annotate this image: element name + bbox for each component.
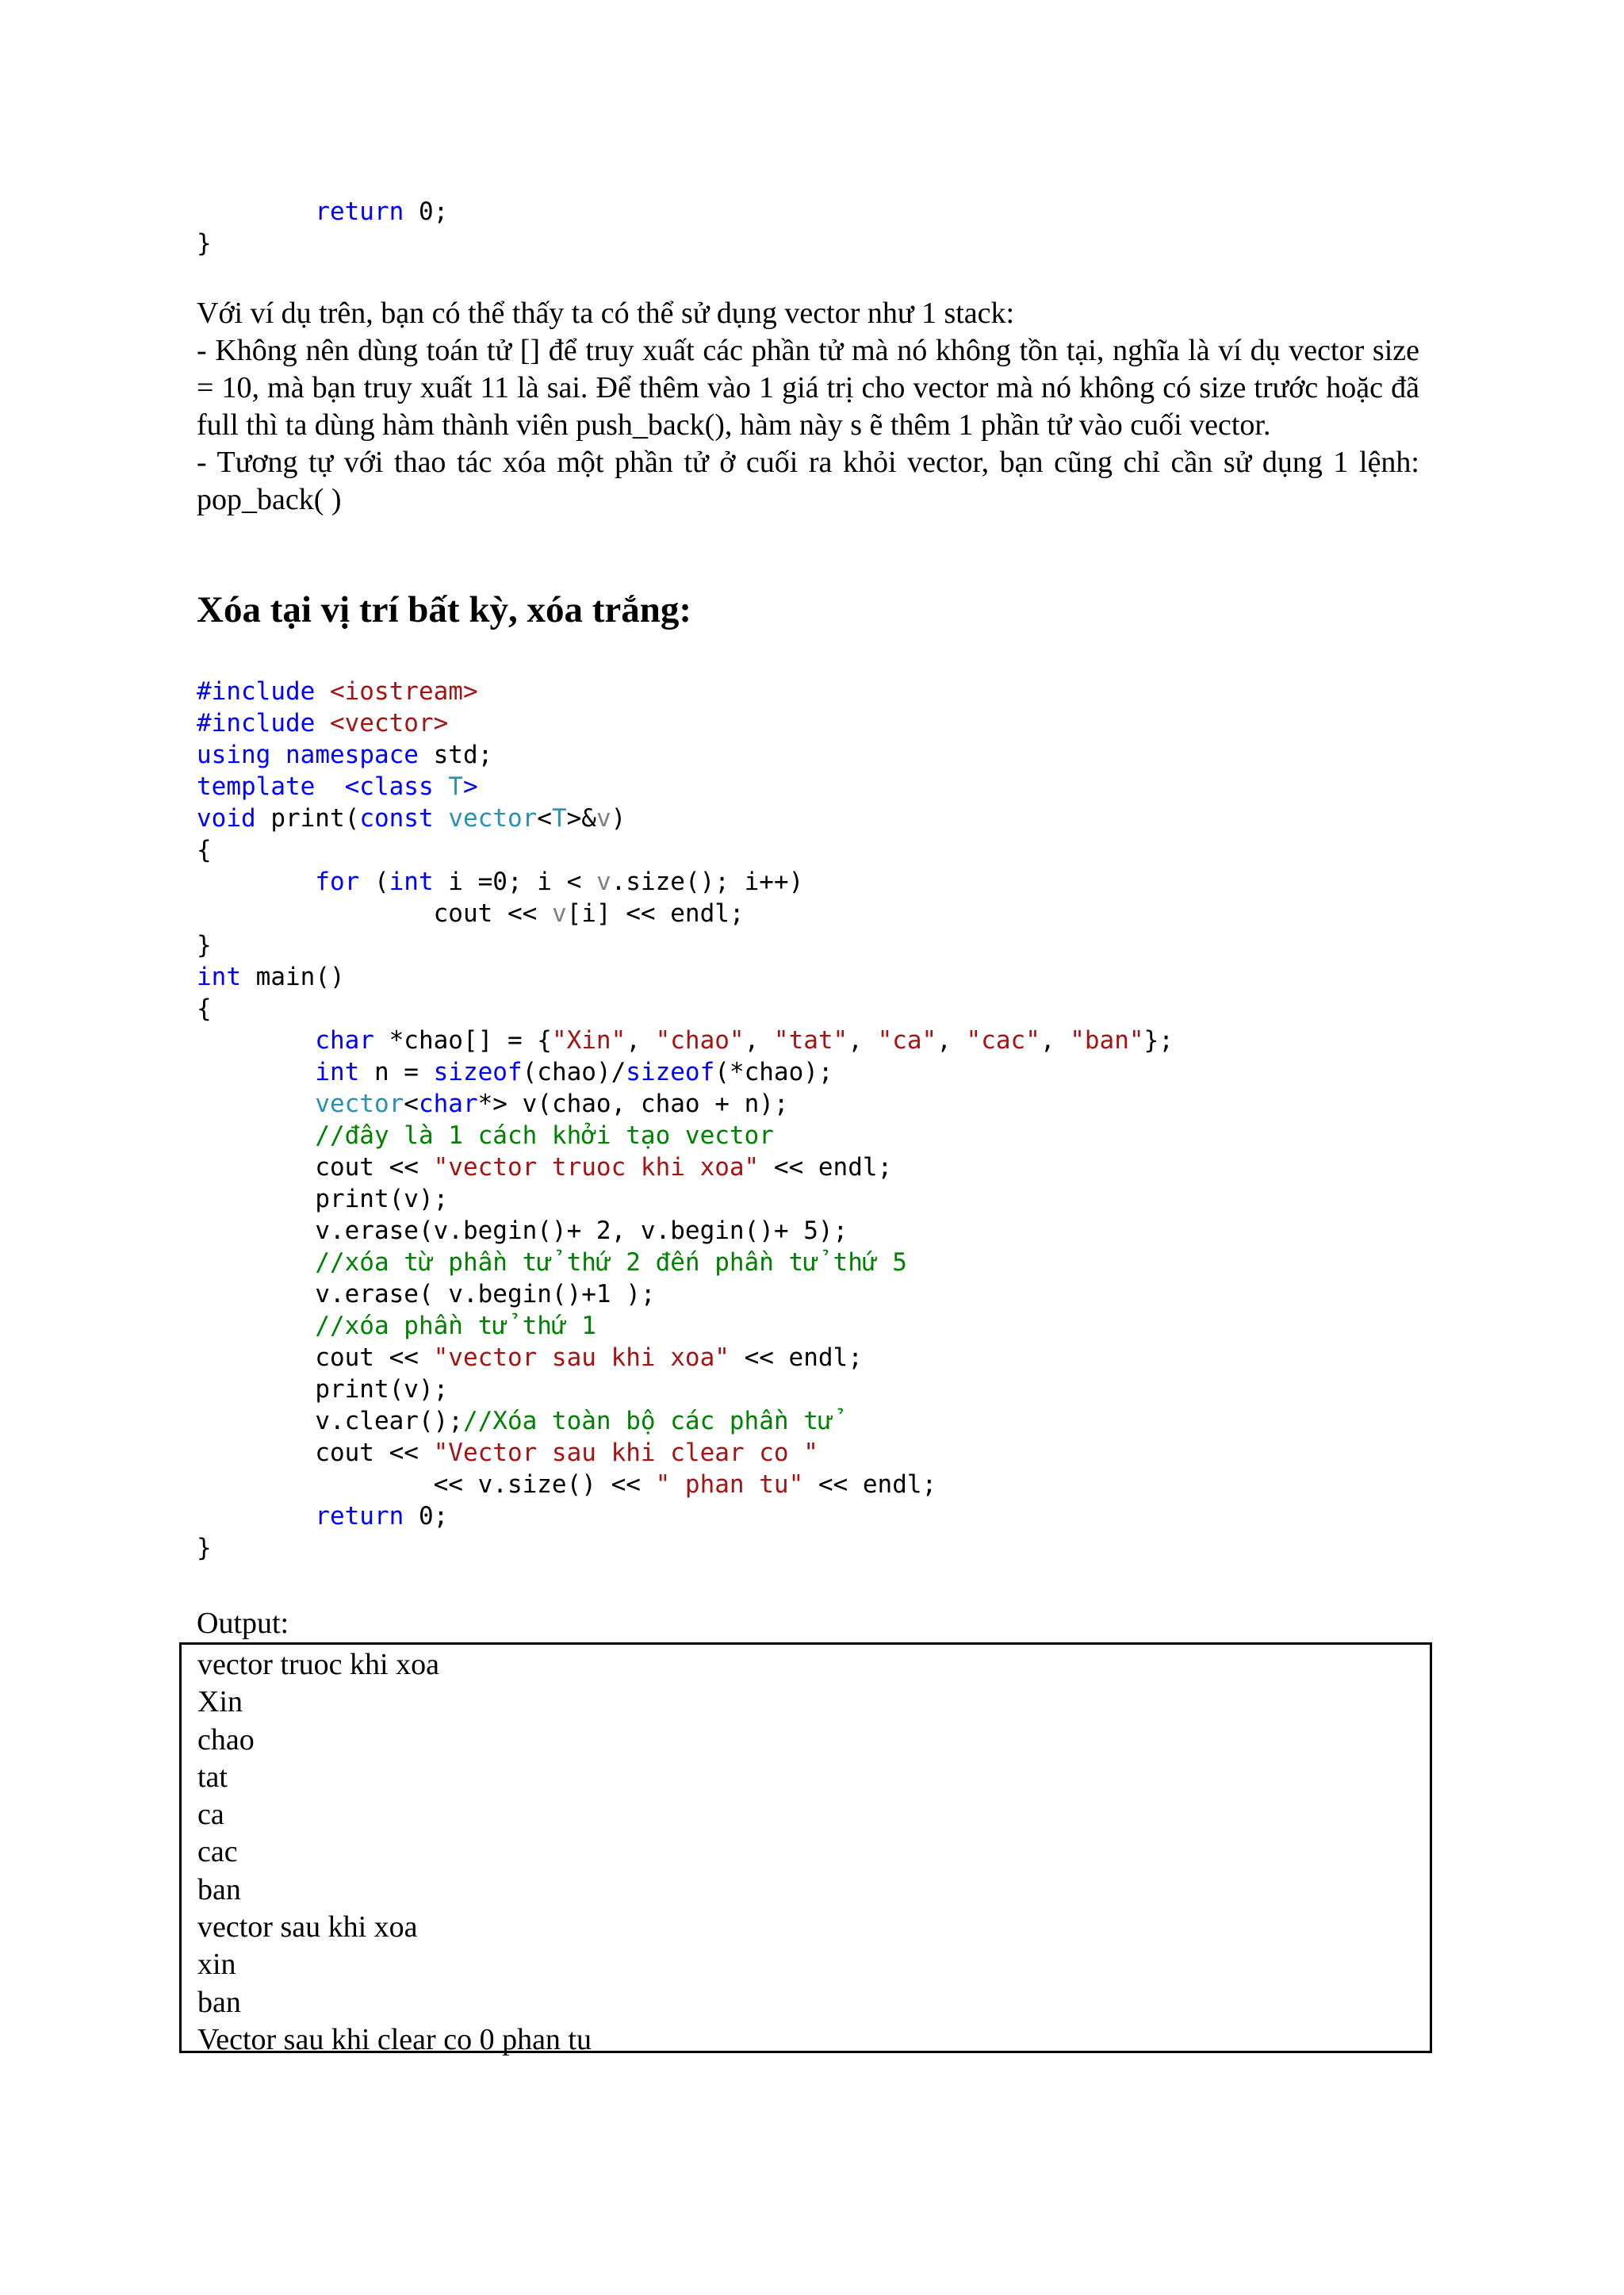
code-text: 0; bbox=[404, 197, 449, 226]
code-text: n = bbox=[359, 1058, 434, 1086]
code-keyword: return bbox=[315, 197, 404, 226]
code-block bbox=[197, 676, 1174, 1564]
output-line: vector sau khi xoa bbox=[197, 1910, 418, 1944]
paragraph: Với ví dụ trên, bạn có thể thấy ta có thể sử dụng vector như 1 stack: bbox=[197, 297, 1015, 330]
code-comment: //xóa phần tử thứ 1 bbox=[315, 1312, 596, 1340]
code-type: T bbox=[551, 804, 567, 833]
code-text: cout << bbox=[315, 1343, 434, 1372]
code-text: { bbox=[197, 994, 212, 1023]
code-text: main() bbox=[241, 963, 345, 991]
code-text: < bbox=[404, 1090, 419, 1118]
code-text: cout << bbox=[315, 1153, 434, 1182]
output-line: ban bbox=[197, 1872, 241, 1906]
code-text: }; bbox=[1143, 1026, 1174, 1055]
output-label: Output: bbox=[197, 1607, 289, 1640]
output-line: cac bbox=[197, 1835, 238, 1869]
code-text: print(v); bbox=[315, 1375, 449, 1404]
output-line: tat bbox=[197, 1760, 228, 1794]
code-text: cout << bbox=[315, 1439, 434, 1467]
section-heading: Xóa tại vị trí bất kỳ, xóa trắng: bbox=[197, 589, 692, 630]
code-text: << endl; bbox=[729, 1343, 863, 1372]
code-text: } bbox=[197, 1534, 212, 1562]
code-keyword: #include bbox=[197, 709, 316, 738]
code-keyword: void bbox=[197, 804, 256, 833]
code-string: "ca" bbox=[877, 1026, 937, 1055]
code-keyword: int bbox=[315, 1058, 360, 1086]
code-keyword: char bbox=[315, 1026, 374, 1055]
code-text: cout << bbox=[433, 899, 552, 928]
code-text: >& bbox=[566, 804, 596, 833]
code-string: "chao" bbox=[655, 1026, 745, 1055]
code-text: << v.size() << bbox=[433, 1470, 656, 1499]
code-param: v bbox=[551, 899, 567, 928]
paragraph: - Tương tự với thao tác xóa một phần tử ở cuối ra khỏi vector, bạn cũng chỉ cần sử dụng 1 lệnh: pop_back( ) bbox=[197, 446, 1419, 516]
code-keyword: namespace bbox=[285, 741, 419, 769]
code-keyword: <class bbox=[344, 772, 449, 801]
output-line: Xin bbox=[197, 1685, 243, 1719]
code-text: [i] << endl; bbox=[566, 899, 745, 928]
code-keyword: using bbox=[197, 741, 271, 769]
code-keyword: char bbox=[418, 1090, 478, 1118]
code-text: 0; bbox=[404, 1502, 449, 1531]
code-string: "cac" bbox=[966, 1026, 1040, 1055]
code-param: v bbox=[596, 804, 611, 833]
code-text: << endl; bbox=[759, 1153, 893, 1182]
output-line: ca bbox=[197, 1798, 224, 1832]
code-keyword: > bbox=[462, 772, 478, 801]
code-text: ) bbox=[611, 804, 626, 833]
output-line: ban bbox=[197, 1985, 241, 2019]
code-text: , bbox=[744, 1026, 774, 1055]
code-string: <iostream> bbox=[329, 677, 478, 706]
output-box bbox=[179, 1642, 1432, 2056]
code-comment: //xóa từ phần tử thứ 2 đến phần tử thứ 5 bbox=[315, 1248, 907, 1277]
code-text: (*chao); bbox=[714, 1058, 833, 1086]
code-keyword: const bbox=[359, 804, 434, 833]
code-text: i =0; i < bbox=[433, 868, 596, 896]
code-text: v.clear(); bbox=[315, 1407, 463, 1435]
code-text: { bbox=[197, 836, 212, 864]
code-comment: //đây là 1 cách khởi tạo vector bbox=[315, 1121, 774, 1150]
code-comment: //Xóa toàn bộ các phần tử bbox=[462, 1407, 833, 1435]
code-string: "vector truoc khi xoa" bbox=[433, 1153, 760, 1182]
code-text: ( bbox=[359, 868, 389, 896]
code-text: , bbox=[1040, 1026, 1071, 1055]
code-text: print(v); bbox=[315, 1185, 449, 1213]
code-string: <vector> bbox=[329, 709, 449, 738]
output-line: Vector sau khi clear co 0 phan tu bbox=[197, 2022, 592, 2056]
code-text: print( bbox=[255, 804, 360, 833]
code-string: " phan tu" bbox=[655, 1470, 804, 1499]
code-text: v.erase(v.begin()+ 2, v.begin()+ 5); bbox=[315, 1216, 848, 1245]
code-text: *chao[] = { bbox=[373, 1026, 552, 1055]
code-param: v bbox=[596, 868, 611, 896]
code-keyword: int bbox=[389, 868, 434, 896]
code-text: (chao)/ bbox=[522, 1058, 626, 1086]
code-text: << endl; bbox=[803, 1470, 937, 1499]
output-line: xin bbox=[197, 1948, 236, 1982]
code-text: *> v(chao, chao + n); bbox=[477, 1090, 789, 1118]
code-text: std; bbox=[418, 741, 493, 769]
code-text: , bbox=[626, 1026, 656, 1055]
code-keyword: sizeof bbox=[626, 1058, 715, 1086]
paragraph: - Không nên dùng toán tử [] để truy xuất các phần tử mà nó không tồn tại, nghĩa là ví dụ vector size = 10, mà bạn truy xuất 11 là sai. Để thêm vào 1 giá trị cho vector mà nó không có size trước hoặc đã full thì ta dùng hàm thành viên push_back(), hàm này s ẽ thêm 1 phần tử vào cuối vector. bbox=[197, 334, 1419, 442]
code-string: "ban" bbox=[1070, 1026, 1144, 1055]
code-keyword: sizeof bbox=[433, 1058, 523, 1086]
code-string: "tat" bbox=[773, 1026, 848, 1055]
code-type: T bbox=[448, 772, 463, 801]
output-line: vector truoc khi xoa bbox=[197, 1648, 439, 1681]
code-keyword: template bbox=[197, 772, 316, 801]
code-text: .size(); i++) bbox=[611, 868, 804, 896]
code-text: < bbox=[537, 804, 552, 833]
code-string: "vector sau khi xoa" bbox=[433, 1343, 730, 1372]
code-keyword: #include bbox=[197, 677, 316, 706]
code-keyword: for bbox=[315, 868, 360, 896]
code-keyword: int bbox=[197, 963, 241, 991]
code-text: } bbox=[197, 229, 212, 258]
code-text: } bbox=[197, 931, 212, 960]
code-text: , bbox=[936, 1026, 967, 1055]
explanation-text bbox=[197, 295, 1419, 519]
code-text: v.erase( v.begin()+1 ); bbox=[315, 1280, 656, 1308]
code-fragment-top bbox=[197, 196, 448, 259]
code-text: , bbox=[848, 1026, 878, 1055]
code-type: vector bbox=[315, 1090, 404, 1118]
code-string: "Vector sau khi clear co " bbox=[433, 1439, 818, 1467]
code-type: vector bbox=[448, 804, 538, 833]
code-keyword: return bbox=[315, 1502, 404, 1531]
output-line: chao bbox=[197, 1722, 255, 1757]
code-string: "Xin" bbox=[551, 1026, 626, 1055]
